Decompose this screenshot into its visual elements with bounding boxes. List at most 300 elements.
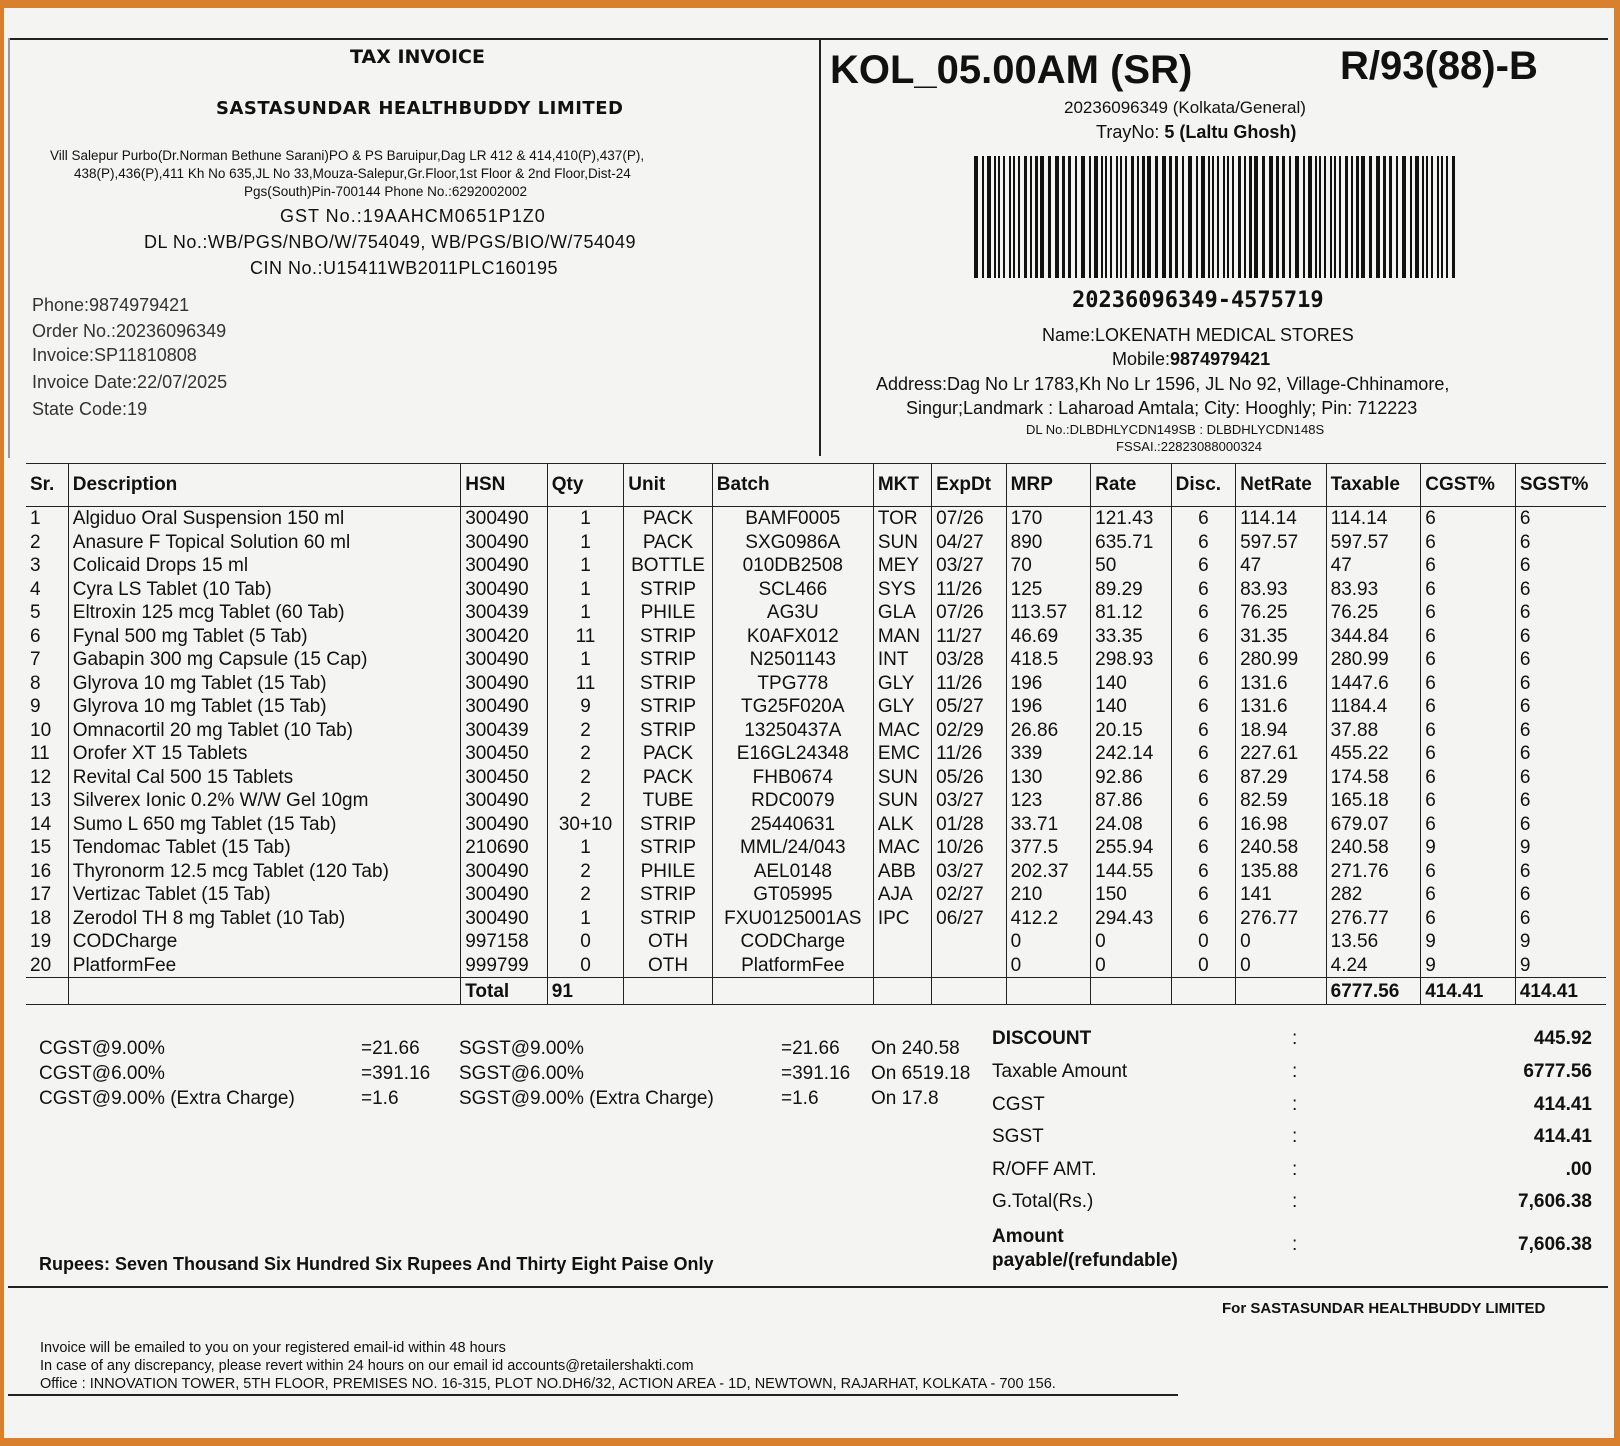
discount-label: DISCOUNT [992,1028,1092,1049]
order-region: 20236096349 (Kolkata/General) [1064,98,1306,117]
customer-address-1: Address:Dag No Lr 1783,Kh No Lr 1596, JL No 92, Village-Chhinamore, [876,374,1450,394]
cin-number: CIN No.:U15411WB2011PLC160195 [250,258,559,278]
table-cell: 240.58 [1236,836,1327,860]
table-cell: 16.98 [1236,813,1327,837]
table-cell: PHILE [624,601,713,625]
table-cell: SXG0986A [712,531,873,555]
table-cell: TOR [873,507,931,531]
barcode-bar [1315,156,1317,278]
table-cell: 6 [1515,742,1606,766]
table-cell: 255.94 [1091,836,1172,860]
barcode-bar [1369,156,1372,278]
rack-code: R/93(88)-B [1340,44,1538,88]
column-header: ExpDt [932,464,1006,507]
table-cell: 5 [30,602,41,624]
table-cell: Tendomac Tablet (15 Tab) [68,836,460,860]
table-cell: 1 [547,507,623,531]
table-cell: 2 [547,766,623,790]
table-cell: Silverex Ionic 0.2% W/W Gel 10gm [68,789,460,813]
summary-sgst [992,1126,1592,1156]
table-cell: 50 [1091,554,1172,578]
sgst-value: 414.41 [1533,1126,1592,1147]
table-cell: 0 [1236,954,1327,978]
table-cell: N2501143 [712,648,873,672]
table-cell: 6 [1171,531,1235,555]
total-cell: 6777.56 [1326,978,1421,1005]
table-cell: BAMF0005 [712,507,873,531]
state-code: State Code:19 [32,399,148,419]
table-cell: 276.77 [1236,907,1327,931]
table-cell: 76.25 [1326,601,1421,625]
table-cell: Fynal 500 mg Tablet (5 Tab) [68,625,460,649]
table-row [26,954,1606,978]
table-cell: STRIP [624,813,713,837]
barcode-bar [1024,156,1027,278]
barcode-bar [1223,156,1225,278]
table-cell: 240.58 [1326,836,1421,860]
barcode-bar [1003,156,1005,278]
table-cell: 25440631 [712,813,873,837]
customer-mobile [1112,349,1270,370]
tax-breakup-sgst-amt: =391.16 [781,1063,851,1084]
table-cell: SYS [873,578,931,602]
table-cell: PACK [624,531,713,555]
barcode-bar [1188,156,1192,278]
table-cell: 6 [1171,625,1235,649]
table-row [26,672,1606,696]
table-cell: 06/27 [932,907,1006,931]
column-header: Description [68,464,460,507]
customer-dl: DL No.:DLBDHLYCDN149SB : DLBDHLYCDN148S [1026,422,1325,437]
table-cell: 76.25 [1236,601,1327,625]
table-cell: 300450 [461,766,548,790]
table-cell: 280.99 [1236,648,1327,672]
phone: Phone:9874979421 [32,295,190,315]
table-cell: 130 [1006,766,1091,790]
table-cell: 294.43 [1091,907,1172,931]
barcode-bar [1227,156,1229,278]
table-cell: Sumo L 650 mg Tablet (15 Tab) [68,813,460,837]
table-cell: 300490 [461,531,548,555]
table-cell: 02/29 [932,719,1006,743]
table-cell: 6 [1171,789,1235,813]
table-cell [873,954,931,978]
summary-grand-total [992,1191,1592,1221]
table-cell: STRIP [624,672,713,696]
table-cell: 11/27 [932,625,1006,649]
table-cell: 144.55 [1091,860,1172,884]
table-cell: 6 [1421,813,1516,837]
table-cell: K0AFX012 [712,625,873,649]
tax-breakup-cgst-amt: =1.6 [361,1088,399,1109]
barcode-bar [1208,156,1210,278]
cgst-label: CGST [992,1094,1045,1115]
table-cell: Vertizac Tablet (15 Tab) [68,883,460,907]
table-cell: SCL466 [712,578,873,602]
table-cell: 6 [1421,578,1516,602]
barcode-bar [1262,156,1265,278]
column-header: NetRate [1236,464,1327,507]
table-cell: 0 [1171,930,1235,954]
table-cell: 04/27 [932,531,1006,555]
table-cell: Omnacortil 20 mg Tablet (10 Tab) [68,719,460,743]
table-cell: 0 [547,954,623,978]
table-cell: 300490 [461,578,548,602]
table-cell: 10/26 [932,836,1006,860]
table-cell: 13250437A [712,719,873,743]
roff-label: R/OFF AMT. [992,1159,1097,1180]
footer-line-3: Office : INNOVATION TOWER, 5TH FLOOR, PREMISES NO. 16-315, PLOT NO.DH6/32, ACTION AREA - 1D, NEWTOWN, RAJARHAT, KOLKATA - 700 156. [40,1376,1056,1392]
barcode-bar [1303,156,1305,278]
barcode-bar [1013,156,1015,278]
table-row [26,719,1606,743]
table-cell: 890 [1006,531,1091,555]
left-border [8,38,10,458]
barcode-bar [1244,156,1246,278]
barcode-bar [1426,156,1428,278]
table-cell: 11 [547,625,623,649]
table-cell: 114.14 [1236,507,1327,531]
barcode-bar [1137,156,1139,278]
table-cell: 16 [30,860,52,882]
route-code: KOL_05.00AM (SR) [830,48,1193,92]
tax-breakup-sgst: SGST@6.00% [459,1063,584,1084]
table-cell: Anasure F Topical Solution 60 ml [68,531,460,555]
table-cell: 135.88 [1236,860,1327,884]
table-cell: TG25F020A [712,695,873,719]
table-cell: GLY [873,672,931,696]
column-header: HSN [461,464,548,507]
table-cell: 6 [1421,742,1516,766]
table-cell: 140 [1091,672,1172,696]
table-cell: 377.5 [1006,836,1091,860]
table-cell: 87.86 [1091,789,1172,813]
table-cell: 6 [1421,648,1516,672]
column-header: Unit [624,464,713,507]
table-cell: PACK [624,742,713,766]
total-cell [1236,978,1327,1005]
gtotal-label: G.Total(Rs.) [992,1191,1094,1212]
table-cell: 6 [1515,625,1606,649]
table-cell: 6 [1515,695,1606,719]
table-cell: 9 [1421,930,1516,954]
table-cell: 999799 [461,954,548,978]
table-cell: 47 [1236,554,1327,578]
table-cell: 242.14 [1091,742,1172,766]
table-cell: 1 [547,907,623,931]
barcode-bar [994,156,996,278]
table-row [26,836,1606,860]
barcode-bar [1431,156,1433,278]
table-cell: 05/27 [932,695,1006,719]
table-cell: 6 [1171,742,1235,766]
table-cell: 339 [1006,742,1091,766]
column-header: CGST% [1421,464,1516,507]
table-row [26,507,1606,531]
barcode-bar [1062,156,1065,278]
table-cell: 92.86 [1091,766,1172,790]
table-cell: 300490 [461,672,548,696]
table-cell: 2 [547,860,623,884]
summary-payable [992,1226,1592,1276]
table-cell: 0 [1236,930,1327,954]
barcode-bar [1452,156,1455,278]
table-cell: 26.86 [1006,719,1091,743]
table-row [26,789,1606,813]
table-cell: 6 [1515,719,1606,743]
barcode-bar [1232,156,1234,278]
table-cell: 83.93 [1326,578,1421,602]
barcode-bar [1120,156,1122,278]
order-number: Order No.:20236096349 [32,321,227,341]
barcode-bar [1068,156,1071,278]
footer-bottom-line [8,1394,1178,1396]
items-table [26,463,1606,1005]
discount-value: 445.92 [1533,1028,1592,1049]
barcode-bar [1182,156,1184,278]
table-cell: 70 [1006,554,1091,578]
barcode-bar [1422,156,1424,278]
table-cell: 300490 [461,789,548,813]
table-cell: 83.93 [1236,578,1327,602]
table-cell: 11/26 [932,742,1006,766]
table-cell: 1 [547,648,623,672]
tray-number [1096,122,1296,143]
invoice-paper [4,8,1614,1438]
table-cell: 0 [1091,930,1172,954]
colon: : [1292,1159,1298,1180]
barcode-bar [1196,156,1198,278]
barcode-bar [1048,156,1051,278]
table-cell: 6 [1421,789,1516,813]
table-cell: 300490 [461,813,548,837]
table-cell [932,954,1006,978]
barcode-bar [1446,156,1448,278]
table-cell: 280.99 [1326,648,1421,672]
table-cell: AEL0148 [712,860,873,884]
payable-label-1: Amount [992,1226,1064,1247]
barcode-bar [1105,156,1107,278]
total-cell: 414.41 [1421,978,1516,1005]
barcode-bar [1094,156,1098,278]
table-cell: 1447.6 [1326,672,1421,696]
barcode-bar [987,156,991,278]
table-row [26,813,1606,837]
barcode-bar [982,156,984,278]
table-cell: 276.77 [1326,907,1421,931]
table-cell: Colicaid Drops 15 ml [68,554,460,578]
payable-label-2: payable/(refundable) [992,1250,1178,1271]
table-cell: 03/27 [932,789,1006,813]
table-cell: 46.69 [1006,625,1091,649]
table-total-row [26,978,1606,1005]
table-cell: 6 [1421,695,1516,719]
table-cell: 597.57 [1326,531,1421,555]
table-cell: 202.37 [1006,860,1091,884]
table-cell: 344.84 [1326,625,1421,649]
table-cell: FXU0125001AS [712,907,873,931]
table-cell: EMC [873,742,931,766]
total-cell [873,978,931,1005]
table-cell: 412.2 [1006,907,1091,931]
table-cell: 6 [1515,883,1606,907]
barcode-bar [1055,156,1059,278]
table-cell: 6 [1171,554,1235,578]
table-body [26,507,1606,1005]
table-cell: 24.08 [1091,813,1172,837]
table-cell: STRIP [624,883,713,907]
table-cell: 05/26 [932,766,1006,790]
gst-number: GST No.:19AAHCM0651P1Z0 [280,206,546,226]
table-cell: 140 [1091,695,1172,719]
total-cell [932,978,1006,1005]
table-cell: 6 [1421,531,1516,555]
table-cell: 2 [547,883,623,907]
total-cell [26,978,68,1005]
table-cell: SUN [873,766,931,790]
table-cell: ABB [873,860,931,884]
barcode-bar [1441,156,1443,278]
table-cell: AG3U [712,601,873,625]
table-cell: 6 [1515,507,1606,531]
total-cell [712,978,873,1005]
table-cell: 4 [30,578,41,600]
table-cell: 6 [1171,836,1235,860]
table-cell: 125 [1006,578,1091,602]
barcode-bar [1075,156,1077,278]
table-cell: 300439 [461,601,548,625]
barcode-bar [1238,156,1241,278]
table-cell: 6 [1171,695,1235,719]
table-cell: 1 [547,836,623,860]
colon: : [1292,1094,1298,1115]
tax-breakup-cgst: CGST@6.00% [39,1063,165,1084]
table-cell: 14 [30,813,52,835]
table-cell: PACK [624,766,713,790]
table-cell: 300490 [461,883,548,907]
barcode-bar [1396,156,1398,278]
table-cell: 0 [1171,954,1235,978]
table-cell: Eltroxin 125 mcg Tablet (60 Tab) [68,601,460,625]
table-cell: GLY [873,695,931,719]
table-cell: 455.22 [1326,742,1421,766]
table-cell: CODCharge [68,930,460,954]
taxable-value: 6777.56 [1523,1061,1592,1082]
top-border [8,38,1608,40]
column-header: Taxable [1326,464,1421,507]
table-cell: 6 [1515,860,1606,884]
barcode-bar [1217,156,1219,278]
table-cell: 30+10 [547,813,623,837]
barcode-bar [1147,156,1151,278]
table-cell: 1 [547,554,623,578]
table-cell: 6 [1421,719,1516,743]
table-cell: MAC [873,836,931,860]
table-cell: 02/27 [932,883,1006,907]
invoice-date: Invoice Date:22/07/2025 [32,372,228,392]
barcode-bar [1169,156,1172,278]
barcode-bar [1269,156,1273,278]
summary-taxable [992,1061,1592,1091]
barcode-bar [1383,156,1386,278]
barcode-bar [1131,156,1134,278]
table-cell: MML/24/043 [712,836,873,860]
table-cell: 20 [30,954,52,976]
taxable-label: Taxable Amount [992,1061,1128,1082]
column-header: Qty [547,464,623,507]
table-cell: 6 [1421,883,1516,907]
table-cell: 6 [1171,813,1235,837]
table-cell: 81.12 [1091,601,1172,625]
table-cell: 6 [1171,907,1235,931]
table-cell [932,930,1006,954]
column-header: MKT [873,464,931,507]
tray-label: TrayNo: [1096,122,1165,142]
table-cell: 997158 [461,930,548,954]
table-cell: 114.14 [1326,507,1421,531]
table-cell: 597.57 [1236,531,1327,555]
company-address-3: Pgs(South)Pin-700144 Phone No.:6292002002 [244,184,527,199]
barcode-number: 20236096349-4575719 [1072,288,1324,313]
table-cell: FHB0674 [712,766,873,790]
table-cell: PACK [624,507,713,531]
table-cell: 6 [1515,672,1606,696]
table-cell: 87.29 [1236,766,1327,790]
table-row [26,907,1606,931]
barcode-bar [1282,156,1285,278]
barcode-bar [1402,156,1406,278]
table-row [26,883,1606,907]
mobile-value: 9874979421 [1170,349,1271,369]
table-cell: 12 [30,766,52,788]
table-row [26,860,1606,884]
table-cell: 11 [547,672,623,696]
table-row [26,695,1606,719]
barcode-bar [1201,156,1205,278]
total-cell [1091,978,1172,1005]
table-cell: 6 [1421,766,1516,790]
barcode-bar [1030,156,1032,278]
barcode-bar [1254,156,1258,278]
table-cell: 6 [1421,907,1516,931]
table-cell: STRIP [624,578,713,602]
table-cell: 6 [1515,766,1606,790]
table-cell: STRIP [624,648,713,672]
table-row [26,648,1606,672]
summary-discount [992,1028,1592,1058]
colon: : [1292,1191,1298,1212]
barcode-bar [1437,156,1439,278]
table-cell: 6 [1171,719,1235,743]
barcode-bar [1101,156,1103,278]
table-cell: STRIP [624,907,713,931]
tax-breakup-cgst-amt: =391.16 [361,1063,431,1084]
tax-breakup-cgst: CGST@9.00% [39,1038,165,1059]
table-cell: 121.43 [1091,507,1172,531]
table-row [26,766,1606,790]
table-cell: MEY [873,554,931,578]
table-cell: 113.57 [1006,601,1091,625]
table-cell: 6 [1171,672,1235,696]
barcode-image [974,156,1458,278]
table-cell: 9 [30,696,41,718]
table-cell: PlatformFee [712,954,873,978]
table-cell: CODCharge [712,930,873,954]
barcode-bar [1125,156,1127,278]
table-cell: OTH [624,954,713,978]
table-cell: 679.07 [1326,813,1421,837]
table-cell: 6 [1515,554,1606,578]
